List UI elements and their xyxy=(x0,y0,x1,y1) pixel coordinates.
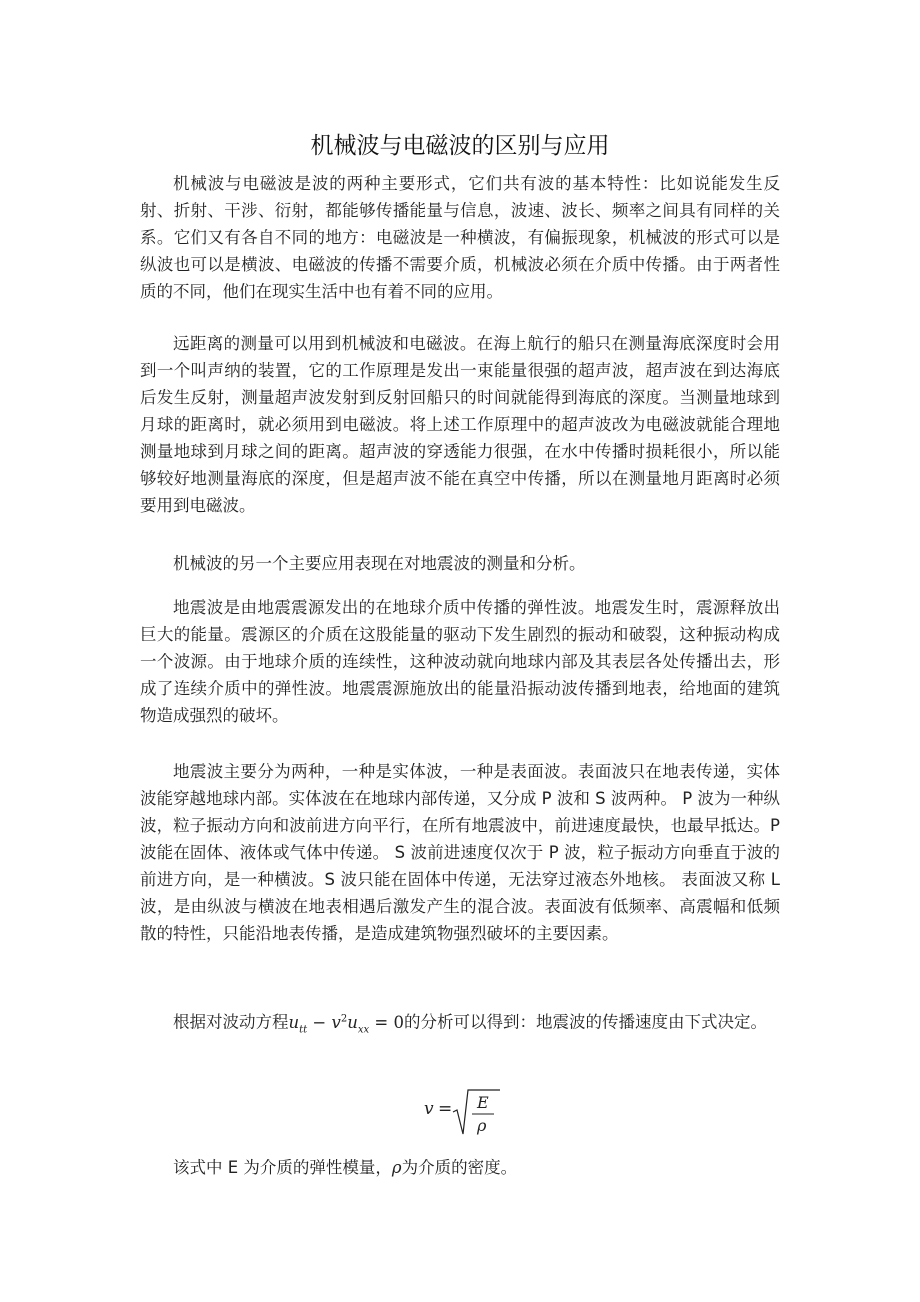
paragraph-distance-measurement: 远距离的测量可以用到机械波和电磁波。在海上航行的船只在测量海底深度时会用到一个叫声纳的装置，它的工作原理是发出一束能量很强的超声波，超声波在到达海底后发生反射，测量超声波发射到反射回船只的时间就能得到海底的深度。当测量地球到月球的距离时，就必须用到电磁波。将上述工作原理中的超声波改为电磁波就能合理地测量地球到月球之间的距离。超声波的穿透能力很强，在水中传播时损耗很小，所以能够较好地测量海底的深度，但是超声波不能在真空中传播，所以在测量地月距离时必须要用到电磁波。 xyxy=(140,334,780,515)
formula-lhs: v xyxy=(424,1099,434,1119)
velocity-formula-graphic xyxy=(420,1082,500,1142)
wave-equation-trail-text: 的分析可以得到：地震波的传播速度由下式决定。 xyxy=(403,1012,767,1032)
formula-equals: = xyxy=(438,1099,453,1119)
paragraph-intro: 机械波与电磁波是波的两种主要形式，它们共有波的基本特性：比如说能发生反射、折射、干涉、衍射，都能够传播能量与信息，波速、波长、频率之间具有同样的关系。它们又有各自不同的地方：电磁波是一种横波，有偏振现象，机械波的形式可以是纵波也可以是横波、电磁波的传播不需要介质，机械波必须在介质中传播。由于两者性质的不同，他们在现实生活中也有着不同的应用。 xyxy=(140,174,780,301)
paragraph-formula-explanation: 该式中 E 为介质的弹性模量，ρ为介质的密度。 xyxy=(173,1158,518,1177)
wave-equation: $u_{tt} - v^2u_{xx} = 0$ xyxy=(288,1012,404,1035)
paragraph-wave-types: 地震波主要分为两种，一种是实体波，一种是表面波。表面波只在地表传递，实体波能穿越地球内部。实体波在在地球内部传递，又分成 P 波和 S 波两种。 P 波为一种纵波，粒子振动方向和波前进方向平行，在所有地震波中，前进速度最快，也最早抵达。P 波能在固体、液体或气体中传递。 S 波前进速度仅次于 P 波，粒子振动方向垂直于波的前进方向，是一种横波。S 波只能在固体中传递，无法穿过液态外地核。 表面波又称 L 波，是由纵波与横波在地表相遇后激发产生的混合波。表面波有低频率、高震幅和低频散的特性，只能沿地表传播，是造成建筑物强烈破坏的主要因素。 xyxy=(140,762,780,943)
formula-numerator: E xyxy=(477,1093,489,1112)
document-title: 机械波与电磁波的区别与应用 xyxy=(310,133,610,159)
paragraph-seismic-wave: 地震波是由地震震源发出的在地球介质中传播的弹性波。地震发生时，震源释放出巨大的能量。震源区的介质在这股能量的驱动下发生剧烈的振动和破裂，这种振动构成一个波源。由于地球介质的连续性，这种波动就向地球内部及其表层各处传播出去，形成了连续介质中的弹性波。地震震源施放出的能量沿振动波传播到地表，给地面的建筑物造成强烈的破坏。 xyxy=(140,598,780,725)
velocity-formula xyxy=(0,1082,920,1142)
paragraph-wave-equation xyxy=(140,1005,780,1043)
paragraph-seismic-intro: 机械波的另一个主要应用表现在对地震波的测量和分析。 xyxy=(173,554,586,573)
wave-equation-lead-text: 根据对波动方程 xyxy=(173,1012,289,1032)
rho-symbol: ρ xyxy=(391,1158,402,1177)
formula-denominator: ρ xyxy=(477,1116,487,1135)
